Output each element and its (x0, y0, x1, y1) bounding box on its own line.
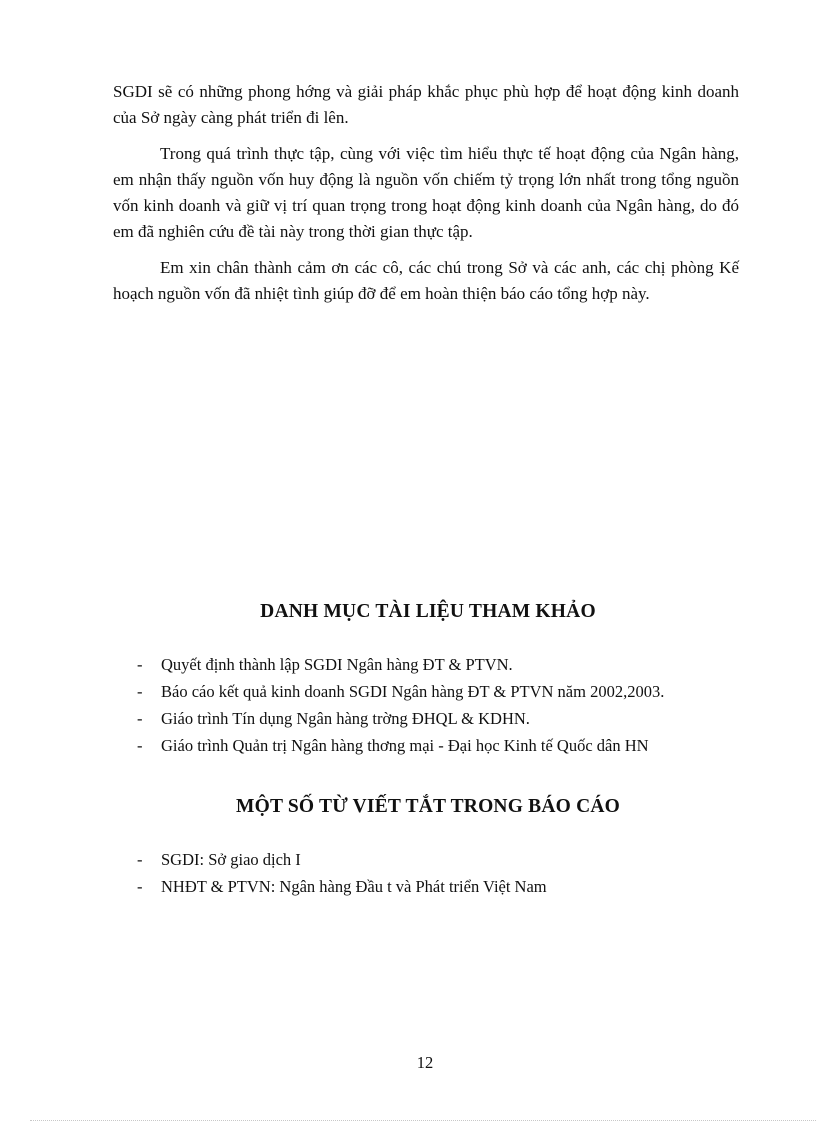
bullet-dash: - (137, 736, 143, 755)
paragraph-thanks: Em xin chân thành cảm ơn các cô, các chú trong Sở và các anh, các chị phòng Kế hoạch nguồn vốn đã nhiệt tình giúp đỡ để em hoàn thiện báo cáo tổng hợp này. (113, 258, 739, 303)
bullet-dash: - (137, 709, 143, 728)
bullet-dash: - (137, 850, 143, 869)
list-item (137, 705, 757, 732)
references-heading: DANH MỤC TÀI LIỆU THAM KHẢO (260, 601, 596, 622)
list-item (137, 873, 757, 900)
references-list (137, 651, 757, 759)
paragraph-continuation: SGDI sẽ có những phong hớng và giải pháp khắc phục phù hợp để hoạt động kinh doanh của Sở ngày càng phát triển đi lên. (113, 82, 739, 127)
paragraph-internship: Trong quá trình thực tập, cùng với việc tìm hiểu thực tế hoạt động của Ngân hàng, em nhận thấy nguồn vốn huy động là nguồn vốn chiếm tỷ trọng lớn nhất trong tổng nguồn vốn kinh doanh và giữ vị trí quan trọng trong hoạt động kinh doanh của Ngân hàng, do đó em đã nghiên cứu đề tài này trong thời gian thực tập. (113, 144, 739, 241)
list-item (137, 678, 757, 705)
bullet-dash: - (137, 682, 143, 701)
list-item (137, 846, 757, 873)
abbreviation-text: NHĐT & PTVN: Ngân hàng Đầu t và Phát triển Việt Nam (161, 877, 547, 896)
reference-text: Báo cáo kết quả kinh doanh SGDI Ngân hàng ĐT & PTVN năm 2002,2003. (161, 682, 665, 701)
abbreviations-list (137, 846, 757, 900)
list-item (137, 732, 757, 759)
abbreviation-text: SGDI: Sở giao dịch I (161, 850, 301, 869)
list-item (137, 651, 757, 678)
body-text (113, 79, 739, 317)
abbreviations-heading: MỘT SỐ TỪ VIẾT TẮT TRONG BÁO CÁO (235, 796, 621, 817)
page-number: 12 (416, 1053, 434, 1072)
bullet-dash: - (137, 877, 143, 896)
reference-text: Giáo trình Quản trị Ngân hàng thơng mại - Đại học Kinh tế Quốc dân HN (161, 736, 649, 755)
page-bottom-divider (30, 1120, 816, 1121)
reference-text: Quyết định thành lập SGDI Ngân hàng ĐT & PTVN. (161, 655, 513, 674)
reference-text: Giáo trình Tín dụng Ngân hàng trờng ĐHQL & KDHN. (161, 709, 530, 728)
bullet-dash: - (137, 655, 143, 674)
